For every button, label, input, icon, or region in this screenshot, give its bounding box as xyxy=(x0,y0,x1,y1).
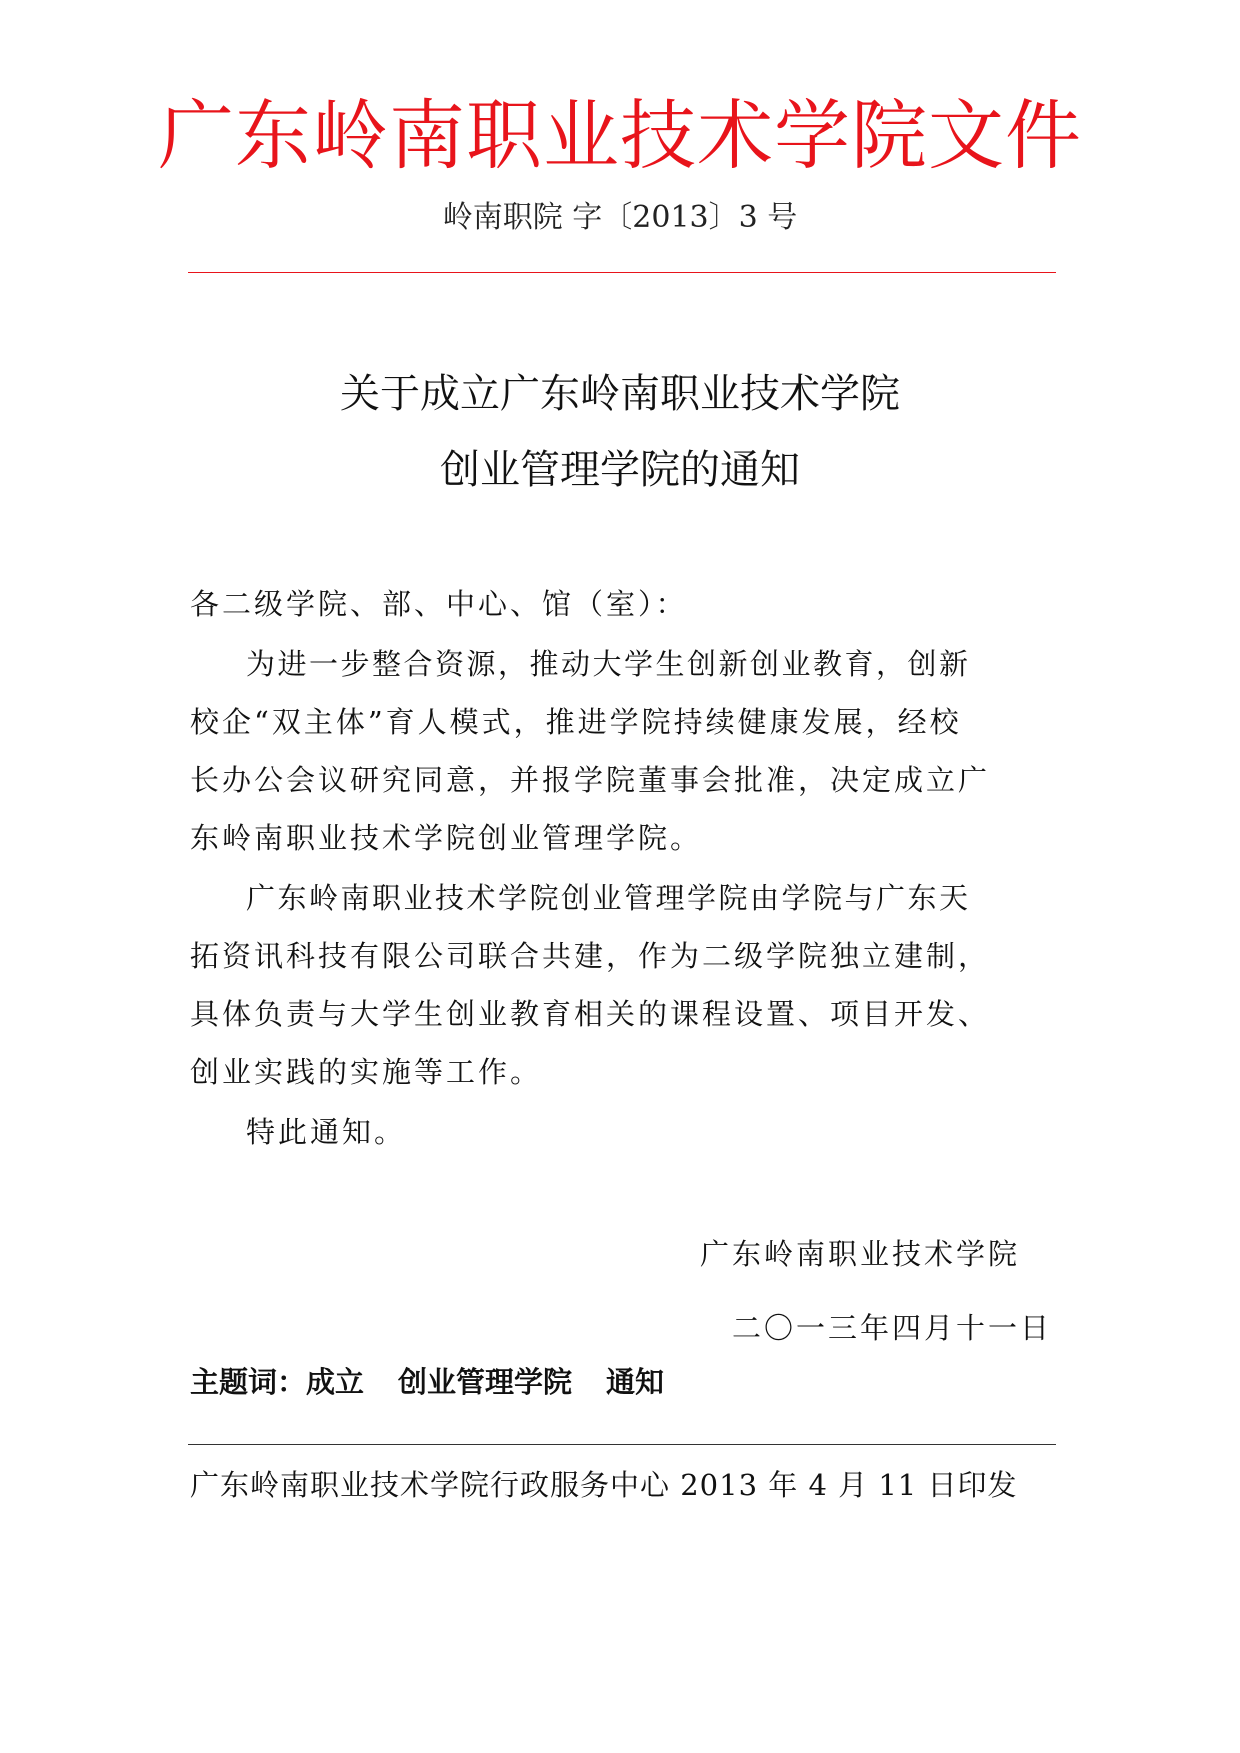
closing-line: 特此通知。 xyxy=(246,1115,407,1149)
notice-title-line-2: 创业管理学院的通知 xyxy=(440,447,800,493)
signature-organization: 广东岭南职业技术学院 xyxy=(699,1237,1020,1271)
salutation: 各二级学院、部、中心、馆（室）： xyxy=(190,587,688,621)
paragraph-1-line-1: 为进一步整合资源，推动大学生创新创业教育，创新 xyxy=(246,647,971,681)
paragraph-2-line-2: 拓资讯科技有限公司联合共建，作为二级学院独立建制， xyxy=(190,939,991,973)
paragraph-1-line-3: 长办公会议研究同意，并报学院董事会批准，决定成立广 xyxy=(190,763,991,797)
keywords-label: 主题词： xyxy=(190,1365,307,1399)
issuer-line: 广东岭南职业技术学院行政服务中心 2013 年 4 月 11 日印发 xyxy=(190,1468,1018,1502)
document-number: 岭南职院 字〔2013〕3 号 xyxy=(442,200,798,235)
notice-title-line-1: 关于成立广东岭南职业技术学院 xyxy=(340,371,900,417)
paragraph-2-line-1: 广东岭南职业技术学院创业管理学院由学院与广东天 xyxy=(246,881,971,915)
keyword-item: 创业管理学院 xyxy=(398,1365,573,1399)
header-divider xyxy=(188,272,1056,273)
keyword-item: 通知 xyxy=(606,1365,665,1399)
paragraph-1-line-4: 东岭南职业技术学院创业管理学院。 xyxy=(190,821,703,855)
keywords-line xyxy=(190,1362,664,1402)
paragraph-1-line-2: 校企“双主体”育人模式，推进学院持续健康发展，经校 xyxy=(190,705,962,739)
paragraph-2-line-4: 创业实践的实施等工作。 xyxy=(190,1055,543,1089)
signature-date: 二〇一三年四月十一日 xyxy=(731,1311,1052,1345)
footer-divider xyxy=(188,1444,1056,1445)
keyword-item: 成立 xyxy=(306,1365,365,1399)
document-header-title: 广东岭南职业技术学院文件 xyxy=(158,91,1082,180)
paragraph-2-line-3: 具体负责与大学生创业教育相关的课程设置、项目开发、 xyxy=(190,997,991,1031)
